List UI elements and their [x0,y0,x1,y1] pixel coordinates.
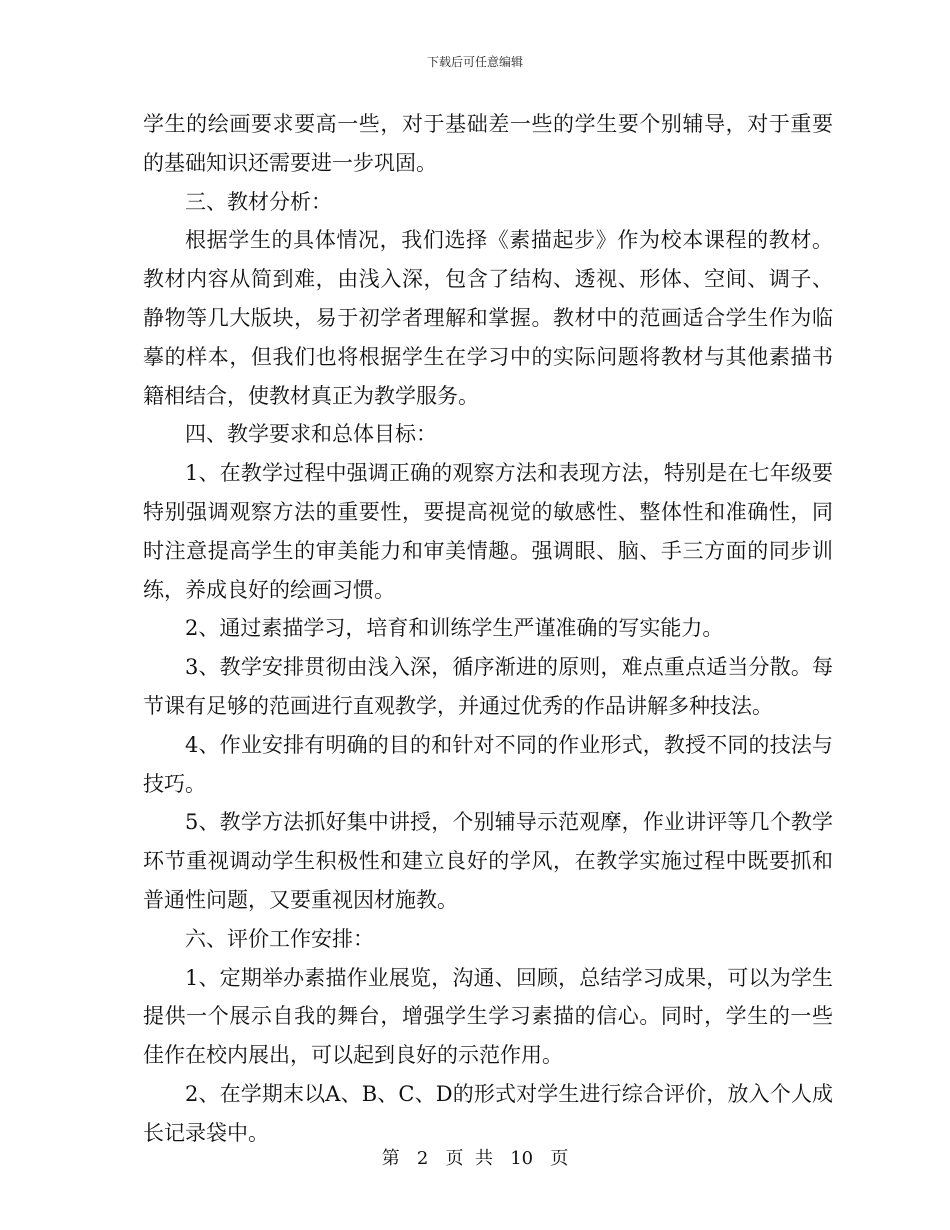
goal-item-1: 1、在教学过程中强调正确的观察方法和表现方法，特别是在七年级要特别强调观察方法的重要性，要提高视觉的敏感性、整体性和准确性，同时注意提高学生的审美能力和审美情趣。强调眼、脑、手三方面的同步训练，养成良好的绘画习惯。 [143,461,833,602]
footer-total-pages: 10 [510,1148,534,1169]
footer-label-page: 第 [381,1148,400,1169]
goal-item-5: 5、教学方法抓好集中讲授，个别辅导示范观摩，作业讲评等几个教学环节重视调动学生积极性和建立良好的学风，在教学实施过程中既要抓和普通性问题，又要重视因材施教。 [143,810,833,912]
paragraph-materials: 根据学生的具体情况，我们选择《素描起步》作为校本课程的教材。教材内容从简到难，由浅入深，包含了结构、透视、形体、空间、调子、静物等几大版块，易于初学者理解和掌握。教材中的范画适合学生作为临摹的样本，但我们也将根据学生在学习中的实际问题将教材与其他素描书籍相结合，使教材真正为教学服务。 [143,228,833,408]
footer-label-of: 页 共 [445,1148,493,1169]
goal-item-2: 2、通过素描学习，培育和训练学生严谨准确的写实能力。 [185,616,724,641]
paragraph-continued: 学生的绘画要求要高一些，对于基础差一些的学生要个别辅导，对于重要的基础知识还需要进一步巩固。 [143,112,833,175]
section-heading-materials: 三、教材分析： [185,189,332,214]
page-header-note: 下载后可任意编辑 [426,55,523,69]
evaluation-item-1: 1、定期举办素描作业展览，沟通、回顾，总结学习成果，可以为学生提供一个展示自我的舞台，增强学生学习素描的信心。同时，学生的一些佳作在校内展出，可以起到良好的示范作用。 [143,965,833,1068]
evaluation-item-2: 2、在学期末以A、B、C、D的形式对学生进行综合评价，放入个人成长记录袋中。 [143,1081,833,1145]
footer-label-pages: 页 [550,1148,569,1169]
footer-current-page: 2 [416,1148,429,1169]
goal-item-3: 3、教学安排贯彻由浅入深，循序渐进的原则，难点重点适当分散。每节课有足够的范画进行直观教学，并通过优秀的作品讲解多种技法。 [143,655,833,718]
section-heading-goals: 四、教学要求和总体目标： [185,422,437,447]
goal-item-4: 4、作业安排有明确的目的和针对不同的作业形式，教授不同的技法与技巧。 [143,732,833,796]
section-heading-evaluation: 六、评价工作安排： [185,926,374,951]
page-footer [0,1147,950,1171]
document-body [143,105,833,1153]
